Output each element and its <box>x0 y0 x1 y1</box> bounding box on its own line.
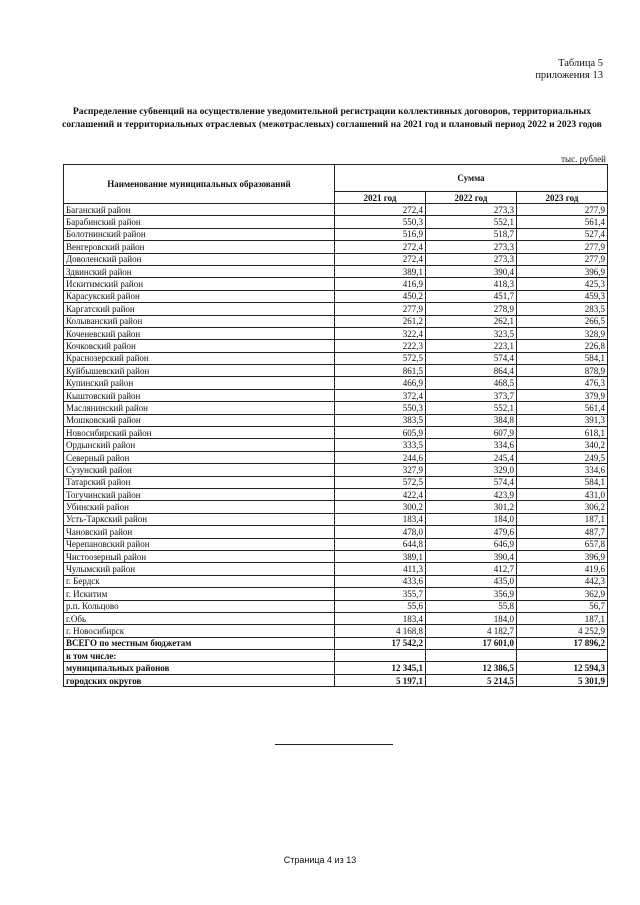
amount-2023: 396,9 <box>517 265 608 277</box>
municipality-name: Кыштовский район <box>64 389 335 401</box>
amount-2022: 412,7 <box>426 563 517 575</box>
table-row <box>64 241 608 253</box>
amount-2021: 605,9 <box>335 427 426 439</box>
amount-2023: 277,9 <box>517 253 608 265</box>
amount-2023: 340,2 <box>517 439 608 451</box>
amount-2022: 384,8 <box>426 414 517 426</box>
table-row <box>64 439 608 451</box>
amount-2022: 574,4 <box>426 476 517 488</box>
table-row <box>64 377 608 389</box>
amount-2021: 466,9 <box>335 377 426 389</box>
municipality-name: Маслянинский район <box>64 402 335 414</box>
table-body <box>64 204 608 638</box>
municipality-name: Новосибирский район <box>64 427 335 439</box>
amount-2022: 468,5 <box>426 377 517 389</box>
amount-2022: 55,8 <box>426 600 517 612</box>
amount-2021: 389,1 <box>335 550 426 562</box>
including-empty-2023 <box>517 650 608 662</box>
municipality-name: Усть-Таркский район <box>64 513 335 525</box>
amount-2023: 487,7 <box>517 526 608 538</box>
amount-2021: 55,6 <box>335 600 426 612</box>
total-2021: 17 542,2 <box>335 637 426 649</box>
amount-2021: 300,2 <box>335 501 426 513</box>
municipality-name: Чановский район <box>64 526 335 538</box>
amount-2021: 478,0 <box>335 526 426 538</box>
including-label: в том числе: <box>64 650 335 662</box>
table-row <box>64 402 608 414</box>
amount-2021: 550,3 <box>335 216 426 228</box>
municipality-name: Карасукский район <box>64 290 335 302</box>
amount-2023: 226,8 <box>517 340 608 352</box>
municipality-name: Черепановский район <box>64 538 335 550</box>
amount-2022: 552,1 <box>426 216 517 228</box>
amount-2021: 433,6 <box>335 575 426 587</box>
amount-2021: 272,4 <box>335 253 426 265</box>
amount-2022: 4 182,7 <box>426 625 517 637</box>
municipality-name: г. Бердск <box>64 575 335 587</box>
header-year-2022: 2022 год <box>426 192 517 204</box>
total-row <box>64 637 608 649</box>
amount-2023: 306,2 <box>517 501 608 513</box>
municipal-label: муниципальных районов <box>64 662 335 674</box>
amount-2021: 550,3 <box>335 402 426 414</box>
total-2023: 17 896,2 <box>517 637 608 649</box>
amount-2021: 355,7 <box>335 588 426 600</box>
amount-2023: 442,3 <box>517 575 608 587</box>
table-row <box>64 340 608 352</box>
amount-2021: 261,2 <box>335 315 426 327</box>
amount-2022: 273,3 <box>426 204 517 216</box>
urban-2022: 5 214,5 <box>426 674 517 686</box>
table-row <box>64 290 608 302</box>
amount-2022: 273,3 <box>426 253 517 265</box>
amount-2022: 864,4 <box>426 365 517 377</box>
including-empty-2021 <box>335 650 426 662</box>
municipality-name: Коченевский район <box>64 327 335 339</box>
municipal-row <box>64 662 608 674</box>
amount-2021: 327,9 <box>335 464 426 476</box>
municipality-name: г.Обь <box>64 612 335 624</box>
municipality-name: Здвинский район <box>64 265 335 277</box>
municipality-name: Венгеровский район <box>64 241 335 253</box>
amount-2021: 183,4 <box>335 612 426 624</box>
table-row <box>64 476 608 488</box>
amount-2022: 273,3 <box>426 241 517 253</box>
amount-2023: 459,3 <box>517 290 608 302</box>
table-row <box>64 488 608 500</box>
table-row <box>64 204 608 216</box>
amount-2023: 56,7 <box>517 600 608 612</box>
table-caption <box>535 58 603 82</box>
table-row <box>64 625 608 637</box>
amount-2022: 334,6 <box>426 439 517 451</box>
amount-2021: 183,4 <box>335 513 426 525</box>
municipality-name: Сузунский район <box>64 464 335 476</box>
amount-2022: 423,9 <box>426 488 517 500</box>
municipality-name: Кочковский район <box>64 340 335 352</box>
amount-2022: 418,3 <box>426 278 517 290</box>
amount-2022: 223,1 <box>426 340 517 352</box>
table-row <box>64 352 608 364</box>
amount-2021: 277,9 <box>335 303 426 315</box>
amount-2023: 396,9 <box>517 550 608 562</box>
amount-2023: 266,5 <box>517 315 608 327</box>
amount-2022: 552,1 <box>426 402 517 414</box>
amount-2022: 323,5 <box>426 327 517 339</box>
amount-2022: 435,0 <box>426 575 517 587</box>
amount-2022: 574,4 <box>426 352 517 364</box>
municipality-name: Ордынский район <box>64 439 335 451</box>
amount-2021: 516,9 <box>335 228 426 240</box>
amount-2023: 379,9 <box>517 389 608 401</box>
municipality-name: Тогучинский район <box>64 488 335 500</box>
amount-2021: 416,9 <box>335 278 426 290</box>
municipality-name: Искитимский район <box>64 278 335 290</box>
urban-2023: 5 301,9 <box>517 674 608 686</box>
amount-2021: 861,5 <box>335 365 426 377</box>
amount-2023: 334,6 <box>517 464 608 476</box>
urban-2021: 5 197,1 <box>335 674 426 686</box>
amount-2023: 527,4 <box>517 228 608 240</box>
amount-2022: 301,2 <box>426 501 517 513</box>
amount-2023: 362,9 <box>517 588 608 600</box>
amount-2023: 584,1 <box>517 352 608 364</box>
separator-line <box>275 744 393 745</box>
table-row <box>64 216 608 228</box>
amount-2023: 425,3 <box>517 278 608 290</box>
amount-2021: 422,4 <box>335 488 426 500</box>
amount-2021: 222,3 <box>335 340 426 352</box>
amount-2023: 328,9 <box>517 327 608 339</box>
table-row <box>64 327 608 339</box>
table-summary <box>64 637 608 687</box>
table-row <box>64 588 608 600</box>
amount-2021: 389,1 <box>335 265 426 277</box>
amount-2021: 383,5 <box>335 414 426 426</box>
amount-2021: 450,2 <box>335 290 426 302</box>
municipality-name: р.п. Кольцово <box>64 600 335 612</box>
municipality-name: Баганский район <box>64 204 335 216</box>
header-sum: Сумма <box>335 165 608 192</box>
amount-2023: 187,1 <box>517 612 608 624</box>
table-row <box>64 278 608 290</box>
header-municipality: Наименование муниципальных образований <box>64 165 335 204</box>
table-row <box>64 550 608 562</box>
amount-2021: 572,5 <box>335 352 426 364</box>
municipal-2021: 12 345,1 <box>335 662 426 674</box>
table-row <box>64 464 608 476</box>
table-row <box>64 563 608 575</box>
municipality-name: Барабинский район <box>64 216 335 228</box>
table-row <box>64 228 608 240</box>
amount-2022: 390,4 <box>426 265 517 277</box>
amount-2022: 184,0 <box>426 612 517 624</box>
municipal-2022: 12 386,5 <box>426 662 517 674</box>
municipality-name: Купинский район <box>64 377 335 389</box>
header-year-2021: 2021 год <box>335 192 426 204</box>
table-row <box>64 538 608 550</box>
table-row <box>64 526 608 538</box>
amount-2022: 373,7 <box>426 389 517 401</box>
municipality-name: Татарский район <box>64 476 335 488</box>
caption-line-2: приложения 13 <box>535 70 603 81</box>
amount-2022: 356,9 <box>426 588 517 600</box>
table-row <box>64 612 608 624</box>
amount-2022: 451,7 <box>426 290 517 302</box>
amount-2023: 277,9 <box>517 204 608 216</box>
caption-line-1: Таблица 5 <box>558 58 603 69</box>
municipality-name: Куйбышевский район <box>64 365 335 377</box>
municipality-name: Северный район <box>64 451 335 463</box>
subsidy-table <box>63 164 608 687</box>
table-row <box>64 575 608 587</box>
amount-2023: 249,5 <box>517 451 608 463</box>
municipality-name: Убинский район <box>64 501 335 513</box>
amount-2023: 584,1 <box>517 476 608 488</box>
amount-2021: 644,8 <box>335 538 426 550</box>
table-row <box>64 315 608 327</box>
municipality-name: Доволенский район <box>64 253 335 265</box>
table-row <box>64 253 608 265</box>
table-row <box>64 303 608 315</box>
table-row <box>64 451 608 463</box>
municipality-name: Каргатский район <box>64 303 335 315</box>
amount-2022: 329,0 <box>426 464 517 476</box>
amount-2021: 272,4 <box>335 241 426 253</box>
total-2022: 17 601,0 <box>426 637 517 649</box>
amount-2021: 372,4 <box>335 389 426 401</box>
amount-2021: 333,5 <box>335 439 426 451</box>
amount-2023: 277,9 <box>517 241 608 253</box>
amount-2022: 278,9 <box>426 303 517 315</box>
municipality-name: Краснозерский район <box>64 352 335 364</box>
amount-2023: 561,4 <box>517 402 608 414</box>
amount-2023: 657,8 <box>517 538 608 550</box>
amount-2022: 607,9 <box>426 427 517 439</box>
municipality-name: Чулымский район <box>64 563 335 575</box>
amount-2023: 878,9 <box>517 365 608 377</box>
amount-2022: 184,0 <box>426 513 517 525</box>
amount-2023: 561,4 <box>517 216 608 228</box>
table-row <box>64 600 608 612</box>
including-row <box>64 650 608 662</box>
amount-2021: 411,3 <box>335 563 426 575</box>
unit-label: тыс. рублей <box>561 154 606 164</box>
municipal-2023: 12 594,3 <box>517 662 608 674</box>
including-empty-2022 <box>426 650 517 662</box>
amount-2022: 646,9 <box>426 538 517 550</box>
table-row <box>64 265 608 277</box>
amount-2023: 618,1 <box>517 427 608 439</box>
table-row <box>64 513 608 525</box>
total-label: ВСЕГО по местным бюджетам <box>64 637 335 649</box>
amount-2023: 4 252,9 <box>517 625 608 637</box>
amount-2022: 479,6 <box>426 526 517 538</box>
amount-2022: 518,7 <box>426 228 517 240</box>
amount-2023: 391,3 <box>517 414 608 426</box>
table-row <box>64 414 608 426</box>
amount-2021: 244,6 <box>335 451 426 463</box>
municipality-name: Чистоозерный район <box>64 550 335 562</box>
table-row <box>64 501 608 513</box>
municipality-name: г. Искитим <box>64 588 335 600</box>
municipality-name: г. Новосибирск <box>64 625 335 637</box>
urban-row <box>64 674 608 686</box>
amount-2021: 272,4 <box>335 204 426 216</box>
municipality-name: Мошковский район <box>64 414 335 426</box>
table-row <box>64 427 608 439</box>
document-title: Распределение субвенций на осуществление уведомительной регистрации коллективных договоров, территориальных соглашений и территориальных отраслевых (межотраслевых) соглашений на 2021 год и плановый период 2022 и 2023 годов <box>62 106 602 130</box>
amount-2021: 572,5 <box>335 476 426 488</box>
amount-2022: 390,4 <box>426 550 517 562</box>
municipality-name: Болотнинский район <box>64 228 335 240</box>
page-footer: Страница 4 из 13 <box>283 855 357 865</box>
urban-label: городских округов <box>64 674 335 686</box>
amount-2023: 431,0 <box>517 488 608 500</box>
amount-2022: 245,4 <box>426 451 517 463</box>
table-row <box>64 389 608 401</box>
amount-2023: 419,6 <box>517 563 608 575</box>
amount-2022: 262,1 <box>426 315 517 327</box>
amount-2023: 283,5 <box>517 303 608 315</box>
amount-2021: 4 168,8 <box>335 625 426 637</box>
municipality-name: Колыванский район <box>64 315 335 327</box>
table-row <box>64 365 608 377</box>
header-year-2023: 2023 год <box>517 192 608 204</box>
amount-2021: 322,4 <box>335 327 426 339</box>
amount-2023: 187,1 <box>517 513 608 525</box>
amount-2023: 476,3 <box>517 377 608 389</box>
